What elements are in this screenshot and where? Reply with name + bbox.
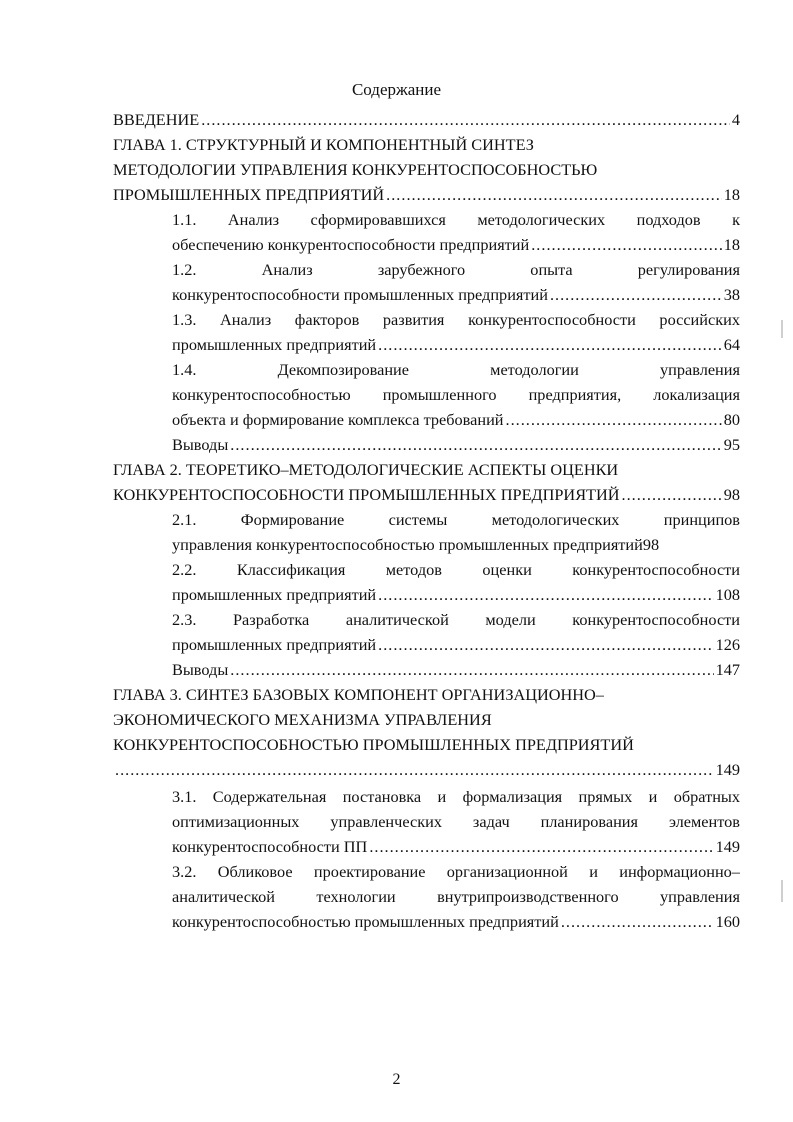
toc-page-number: 18 — [723, 235, 740, 254]
toc-word: регулирования — [637, 260, 740, 279]
toc-word: МЕТОДОЛОГИИ УПРАВЛЕНИЯ КОНКУРЕНТОСПОСОБНОСТЬЮ — [113, 160, 598, 179]
toc-word: управления — [660, 887, 740, 906]
toc-last-line — [113, 182, 740, 207]
toc-word: оптимизационных — [172, 812, 300, 831]
toc-word: информационно– — [619, 862, 740, 881]
dot-leader — [230, 657, 713, 682]
toc-word: ЭКОНОМИЧЕСКОГО МЕХАНИЗМА УПРАВЛЕНИЯ — [113, 710, 492, 729]
toc-entry-title: промышленных предприятий — [172, 635, 377, 654]
toc-entry-intro[interactable] — [113, 107, 740, 132]
toc-page-number: 95 — [723, 435, 740, 454]
toc-page-number: 98 — [723, 485, 740, 504]
toc-word: управленческих — [330, 812, 442, 831]
toc-line — [172, 784, 740, 809]
toc-page-number: 38 — [723, 285, 740, 304]
dot-leader — [369, 834, 713, 859]
toc-entry-section-1-1[interactable] — [113, 207, 740, 257]
toc-line — [172, 357, 740, 382]
toc-entry-section-1-3[interactable] — [113, 307, 740, 357]
toc-word: управления конкурентоспособностью промышленных предприятий98 — [172, 535, 660, 554]
toc-word: развития — [382, 310, 445, 329]
toc-last-line — [172, 657, 740, 682]
toc-word: Декомпозирование — [277, 360, 409, 379]
toc-word: к — [732, 210, 740, 229]
toc-last-line — [172, 432, 740, 457]
dot-leader — [378, 582, 713, 607]
toc-last-line — [113, 482, 740, 507]
toc-entry-title: КОНКУРЕНТОСПОСОБНОСТИ ПРОМЫШЛЕННЫХ ПРЕДПРИЯТИЙ — [113, 485, 620, 504]
toc-page-number: 149 — [715, 760, 740, 779]
toc-entry-title: промышленных предприятий — [172, 335, 377, 354]
toc-word: ГЛАВА 2. ТЕОРЕТИКО–МЕТОДОЛОГИЧЕСКИЕ АСПЕКТЫ ОЦЕНКИ — [113, 460, 619, 479]
toc-last-line — [172, 582, 740, 607]
toc-entry-title: объекта и формирование комплекса требований — [172, 410, 504, 429]
dot-leader — [378, 632, 713, 657]
toc-word: аналитической — [172, 887, 275, 906]
toc-word: прямых — [578, 787, 633, 806]
toc-word: формализация — [462, 787, 563, 806]
toc-word: методологии — [490, 360, 579, 379]
toc-page-number: 18 — [723, 185, 740, 204]
toc-entry-title: конкурентоспособностью промышленных предприятий — [172, 912, 559, 931]
toc-page-number: 160 — [715, 912, 740, 931]
toc-word: 3.1. — [172, 787, 197, 806]
scan-edge-mark — [781, 320, 783, 338]
toc-word: задач — [472, 812, 510, 831]
toc-word: модели — [485, 610, 536, 629]
toc-line — [172, 859, 740, 884]
toc-word: Разработка — [232, 610, 310, 629]
toc-word: 2.2. — [172, 560, 197, 579]
toc-word: КОНКУРЕНТОСПОСОБНОСТЬЮ ПРОМЫШЛЕННЫХ ПРЕДПРИЯТИЙ — [113, 735, 634, 754]
toc-word: планирования — [540, 812, 638, 831]
dot-leader — [622, 482, 722, 507]
toc-word: оценки — [482, 560, 532, 579]
toc-last-line — [172, 909, 740, 934]
toc-word: предприятия, — [528, 385, 622, 404]
toc-line — [172, 607, 740, 632]
toc-entry-title: конкурентоспособности промышленных предприятий — [172, 285, 548, 304]
toc-line — [113, 732, 740, 757]
dot-leader — [561, 909, 714, 934]
toc-word: Анализ — [227, 210, 280, 229]
toc-line — [172, 507, 740, 532]
toc-word: сформировавшихся — [310, 210, 446, 229]
toc-word: факторов — [294, 310, 360, 329]
toc-word: принципов — [663, 510, 740, 529]
toc-word: методологических — [477, 210, 606, 229]
toc-word: внутрипроизводственного — [437, 887, 619, 906]
toc-page-number: 4 — [731, 110, 740, 129]
dot-leader — [531, 232, 721, 257]
toc-word: обратных — [673, 787, 740, 806]
page-title: Содержание — [351, 80, 442, 99]
toc-last-line — [172, 834, 740, 859]
toc-word: и — [648, 787, 658, 806]
toc-word: ГЛАВА 1. СТРУКТУРНЫЙ И КОМПОНЕНТНЫЙ СИНТЕЗ — [113, 135, 534, 154]
toc-line — [172, 884, 740, 909]
toc-word: Анализ — [220, 310, 272, 329]
toc-last-line — [172, 632, 740, 657]
toc-page-number: 149 — [715, 837, 740, 856]
toc-word: 1.4. — [172, 360, 197, 379]
toc-word: конкурентоспособностью — [172, 385, 351, 404]
toc-last-line — [113, 107, 740, 132]
toc-page-number: 147 — [715, 660, 740, 679]
toc-word: опыта — [530, 260, 573, 279]
toc-entry-title: Выводы — [172, 435, 229, 454]
page-number: 2 — [392, 1071, 401, 1088]
toc-line — [172, 557, 740, 582]
toc-word: постановка — [342, 787, 422, 806]
toc-line — [172, 207, 740, 232]
toc-word: и — [589, 862, 598, 881]
toc-entry-section-2-1[interactable] — [113, 507, 740, 557]
toc-word: российских — [659, 310, 740, 329]
toc-word: и — [437, 787, 447, 806]
toc-word: методологических — [491, 510, 620, 529]
toc-entry-conclusions-1[interactable] — [113, 432, 740, 457]
dot-leader — [378, 332, 722, 357]
toc-word: Содержательная — [212, 787, 327, 806]
toc-entry-chapter-2[interactable] — [113, 457, 740, 507]
toc-line — [113, 707, 740, 732]
toc-word: системы — [388, 510, 448, 529]
toc-last-line — [172, 282, 740, 307]
toc-last-line — [172, 332, 740, 357]
toc-line — [172, 257, 740, 282]
dot-leader — [506, 407, 722, 432]
toc-entry-title: ВВЕДЕНИЕ — [113, 110, 200, 129]
scan-edge-mark — [781, 880, 783, 902]
dot-leader — [550, 282, 722, 307]
toc-page-number: 108 — [715, 585, 740, 604]
toc-entry-title: обеспечению конкурентоспособности предприятий — [172, 235, 530, 254]
toc-word: подходов — [636, 210, 701, 229]
toc-entry-section-1-4[interactable] — [113, 357, 740, 432]
toc-last-line — [172, 232, 740, 257]
toc-word: проектирование — [313, 862, 426, 881]
toc-line — [113, 132, 740, 157]
toc-word: 3.2. — [172, 862, 197, 881]
toc-word: Анализ — [261, 260, 313, 279]
toc-word: промышленного — [382, 385, 497, 404]
toc-word: локализация — [653, 385, 740, 404]
toc-word: технологии — [316, 887, 396, 906]
toc-word: организационной — [446, 862, 568, 881]
toc-last-line — [172, 407, 740, 432]
toc-word: 2.1. — [172, 510, 197, 529]
dot-leader — [230, 432, 721, 457]
toc-page-number: 126 — [715, 635, 740, 654]
toc-entry-title: ПРОМЫШЛЕННЫХ ПРЕДПРИЯТИЙ — [113, 185, 385, 204]
toc-word: 1.2. — [172, 260, 197, 279]
toc-entry-title: Выводы — [172, 660, 229, 679]
toc-entry-chapter-1[interactable] — [113, 132, 740, 207]
dot-leader — [201, 107, 730, 132]
toc-word: управления — [660, 360, 740, 379]
table-of-contents — [113, 107, 740, 934]
dot-leader — [115, 757, 714, 782]
toc-word: ГЛАВА 3. СИНТЕЗ БАЗОВЫХ КОМПОНЕНТ ОРГАНИЗАЦИОННО– — [113, 685, 604, 704]
toc-line — [172, 809, 740, 834]
toc-entry-title: конкурентоспособности ПП — [172, 837, 368, 856]
toc-word: зарубежного — [377, 260, 466, 279]
toc-entry-conclusions-2[interactable] — [113, 657, 740, 682]
toc-last-line — [113, 757, 740, 782]
toc-word: 1.3. — [172, 310, 197, 329]
toc-word: Классификация — [236, 560, 346, 579]
toc-line — [113, 157, 740, 182]
toc-word: 1.1. — [172, 210, 197, 229]
toc-word: Формирование — [240, 510, 345, 529]
toc-entry-section-2-2[interactable] — [113, 557, 740, 607]
toc-page-number: 80 — [723, 410, 740, 429]
toc-word: аналитической — [345, 610, 449, 629]
toc-word: Обликовое — [217, 862, 293, 881]
toc-entry-section-3-2[interactable] — [113, 859, 740, 934]
dot-leader — [386, 182, 722, 207]
toc-word: элементов — [668, 812, 740, 831]
toc-entry-title: промышленных предприятий — [172, 585, 377, 604]
toc-word: методов — [385, 560, 442, 579]
toc-word: конкурентоспособности — [468, 310, 636, 329]
toc-word: конкурентоспособности — [572, 610, 740, 629]
toc-entry-section-2-3[interactable] — [113, 607, 740, 657]
toc-entry-section-3-1[interactable] — [113, 784, 740, 859]
toc-line — [113, 457, 740, 482]
toc-word: 2.3. — [172, 610, 197, 629]
toc-line — [113, 682, 740, 707]
toc-page-number: 64 — [723, 335, 740, 354]
toc-entry-chapter-3[interactable] — [113, 682, 740, 782]
toc-line — [172, 307, 740, 332]
toc-entry-section-1-2[interactable] — [113, 257, 740, 307]
toc-line — [172, 382, 740, 407]
toc-line — [172, 532, 740, 557]
toc-word: конкурентоспособности — [572, 560, 740, 579]
